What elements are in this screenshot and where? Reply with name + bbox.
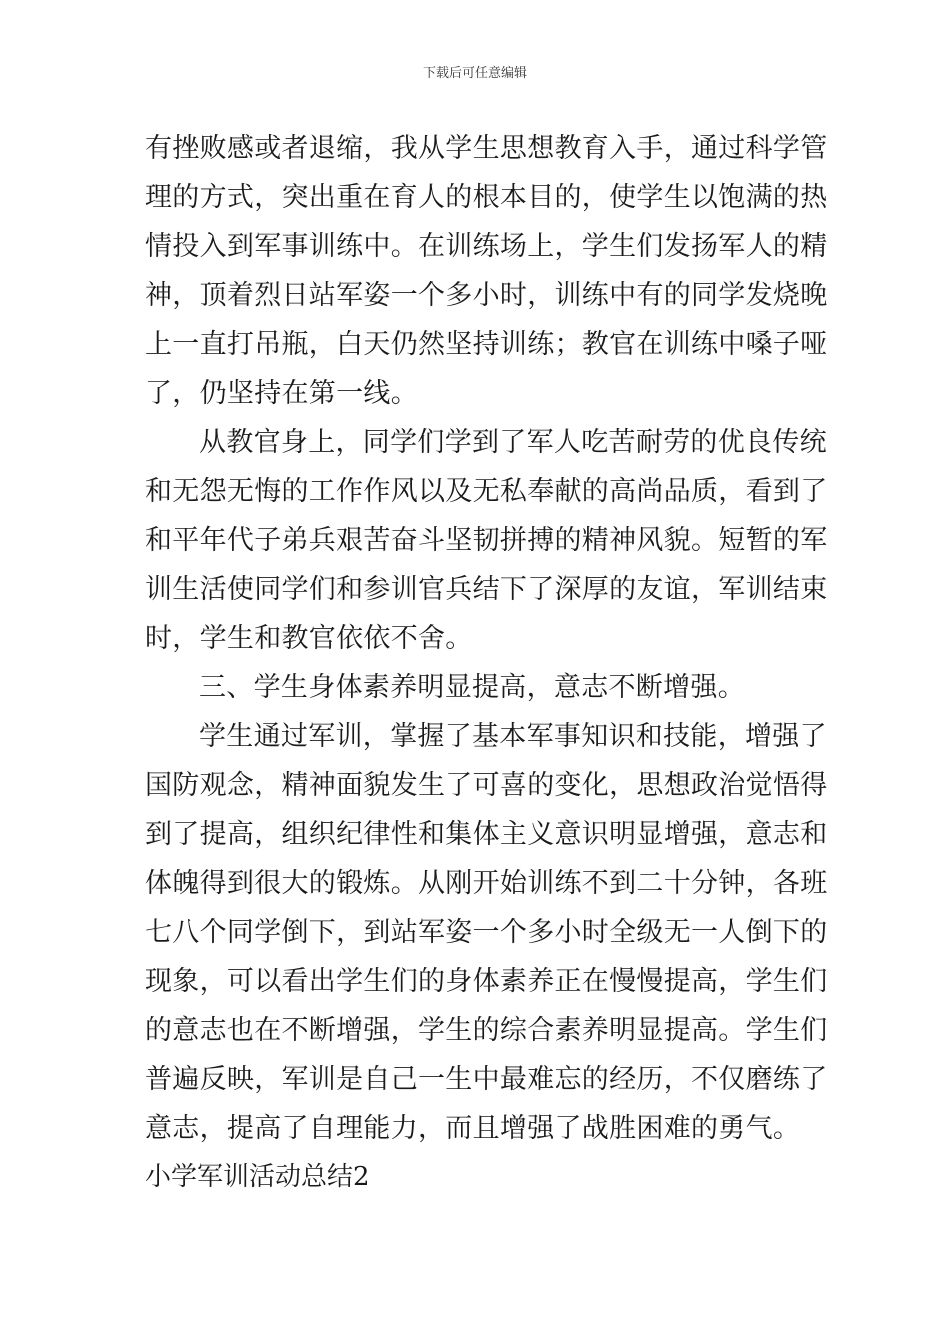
text-line: 和无怨无悔的工作作风以及无私奉献的高尚品质，看到了	[145, 476, 828, 507]
text-line: 理的方式，突出重在育人的根本目的，使学生以饱满的热	[145, 182, 828, 213]
text-line: 意志，提高了自理能力，而且增强了战胜困难的勇气。	[145, 1113, 801, 1144]
text-line: 七八个同学倒下，到站军姿一个多小时全级无一人倒下的	[145, 917, 828, 948]
paragraph	[145, 712, 828, 1153]
text-line: 时，学生和教官依依不舍。	[145, 623, 473, 654]
paragraph	[145, 418, 828, 663]
text-line: 了，仍坚持在第一线。	[145, 378, 418, 409]
page-header: 下载后可任意编辑	[422, 66, 527, 81]
text-line: 和平年代子弟兵艰苦奋斗坚韧拼搏的精神风貌。短暂的军	[145, 525, 828, 556]
text-line: 普遍反映，军训是自己一生中最难忘的经历，不仅磨练了	[145, 1064, 828, 1095]
text-line: 学生通过军训，掌握了基本军事知识和技能，增强了	[199, 721, 827, 752]
text-line: 从教官身上，同学们学到了军人吃苦耐劳的优良传统	[199, 427, 827, 458]
text-line: 情投入到军事训练中。在训练场上，学生们发扬军人的精	[145, 231, 828, 262]
paragraph	[145, 124, 828, 418]
text-line: 体魄得到很大的锻炼。从刚开始训练不到二十分钟，各班	[145, 868, 828, 899]
text-line: 的意志也在不断增强，学生的综合素养明显提高。学生们	[145, 1015, 828, 1046]
text-line: 到了提高，组织纪律性和集体主义意识明显增强，意志和	[145, 819, 828, 850]
text-line: 国防观念，精神面貌发生了可喜的变化，思想政治觉悟得	[145, 770, 828, 801]
subheading-line: 三、学生身体素养明显提高，意志不断增强。	[199, 672, 745, 703]
section-title: 小学军训活动总结2	[145, 1162, 370, 1192]
paragraph	[145, 663, 809, 712]
text-line: 现象，可以看出学生们的身体素养正在慢慢提高，学生们	[145, 966, 828, 997]
text-line: 有挫败感或者退缩，我从学生思想教育入手，通过科学管	[145, 133, 828, 164]
text-line: 神，顶着烈日站军姿一个多小时，训练中有的同学发烧晚	[145, 280, 828, 311]
document-body	[145, 124, 828, 1202]
text-line: 训生活使同学们和参训官兵结下了深厚的友谊，军训结束	[145, 574, 828, 605]
text-line: 上一直打吊瓶，白天仍然坚持训练；教官在训练中嗓子哑	[145, 329, 828, 360]
